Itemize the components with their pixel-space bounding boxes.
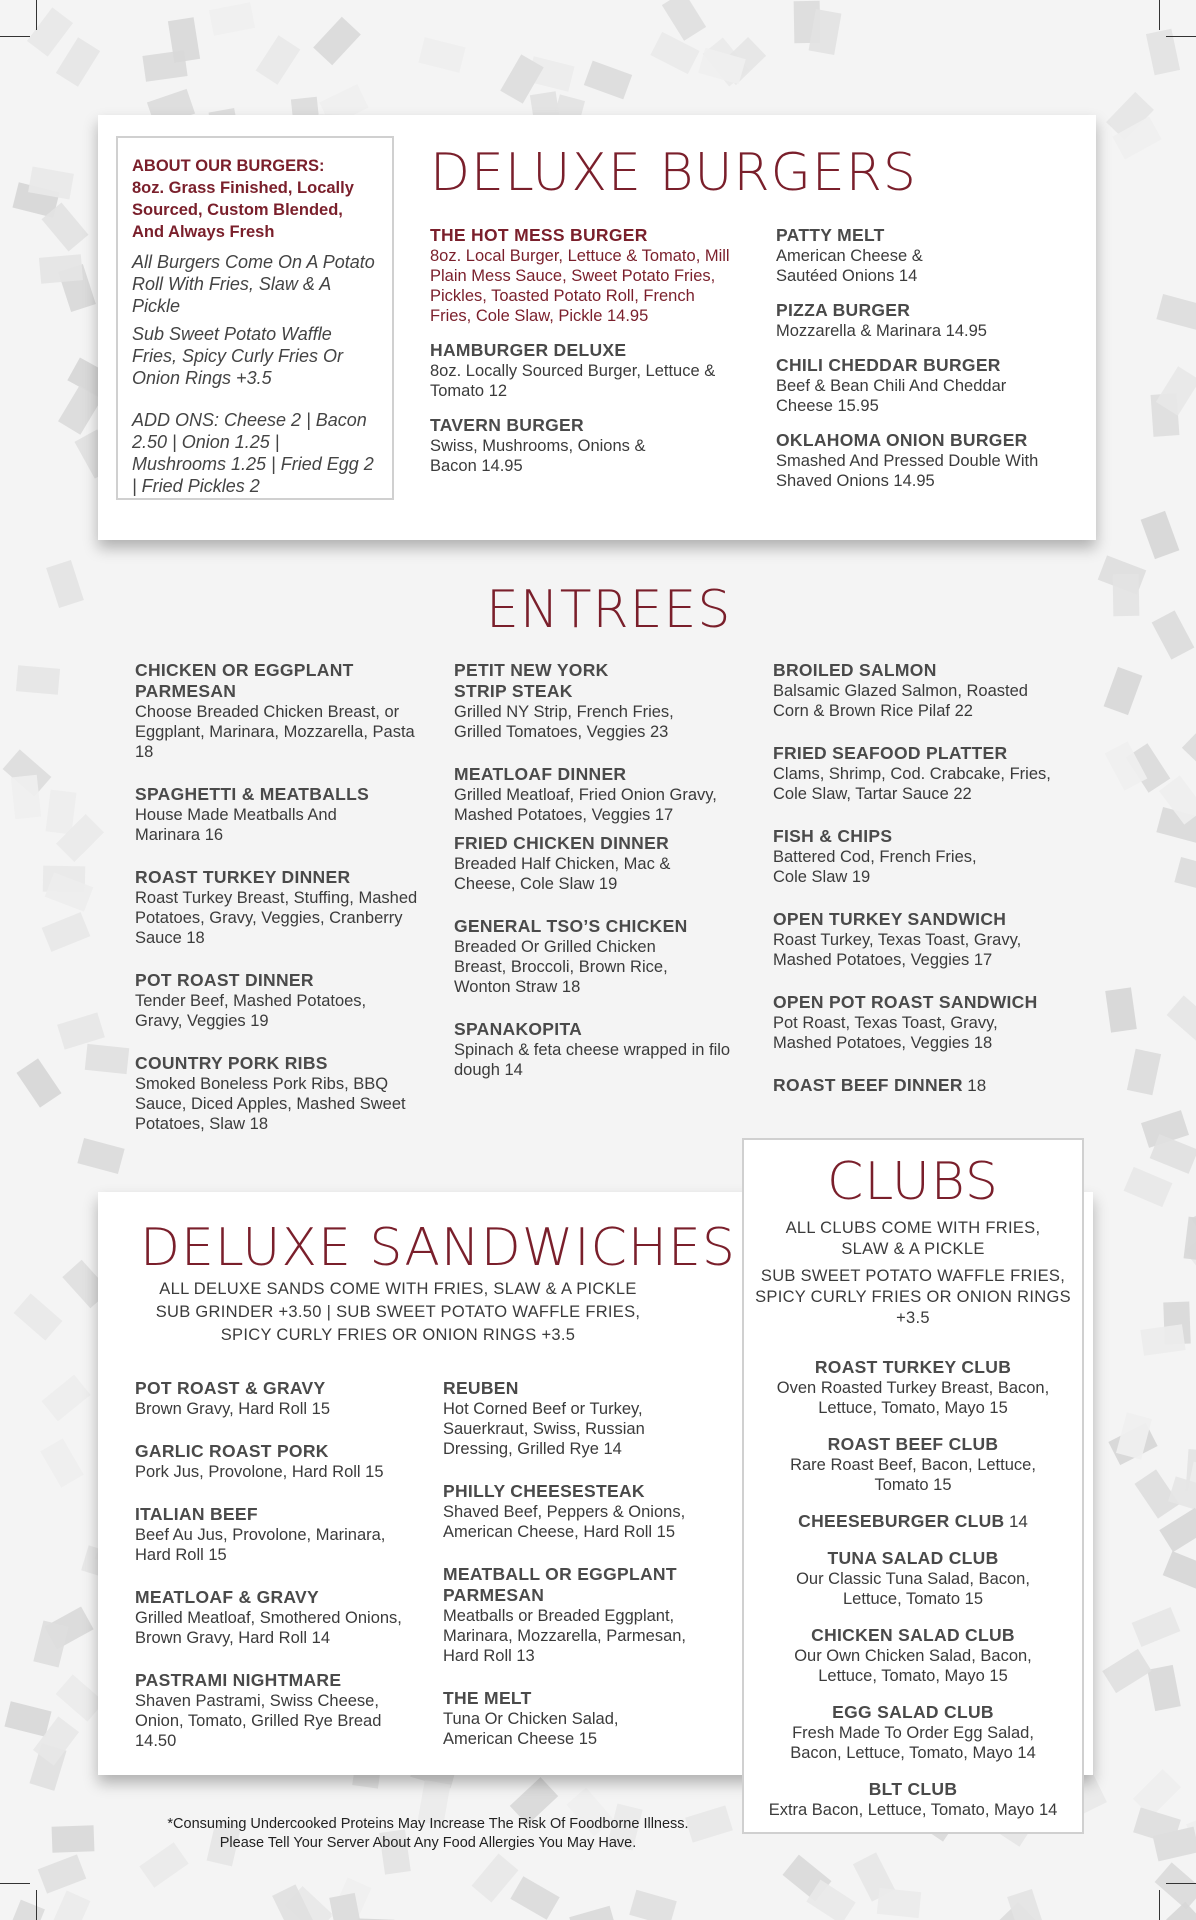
item-name: POT ROAST DINNER: [135, 970, 314, 990]
menu-item: [135, 1504, 420, 1565]
menu-item: [454, 660, 744, 742]
pattern-shard: [16, 665, 60, 695]
item-name: THE HOT MESS BURGER: [430, 225, 648, 245]
clubs-note-2: SUB SWEET POTATO WAFFLE FRIES, SPICY CURLY FRIES OR ONION RINGS +3.5: [755, 1267, 1071, 1327]
menu-item: [443, 1564, 718, 1666]
item-price: 14: [1008, 1512, 1028, 1531]
item-desc: 8oz. Local Burger, Lettuce & Tomato, Mill Plain Mess Sauce, Sweet Potato Fries, Pickles, Toasted Potato Roll, French Fries, Cole Slaw, Pickle 14.95: [430, 247, 730, 325]
disclaimer-line-1: *Consuming Undercooked Proteins May Increase The Risk Of Foodborne Illness.: [167, 1816, 689, 1832]
item-name: BLT CLUB: [868, 1779, 958, 1799]
pattern-shard: [1127, 1049, 1161, 1095]
sandwiches-title: DELUXE SANDWICHES: [140, 1218, 736, 1278]
item-name: PATTY MELT: [776, 225, 885, 245]
item-desc: Grilled Meatloaf, Smothered Onions, Brown Gravy, Hard Roll 14: [135, 1609, 402, 1647]
burgers-col-2: [776, 225, 1076, 513]
menu-item: [454, 916, 744, 997]
pattern-shard: [1132, 1607, 1181, 1647]
menu-item: [443, 1688, 718, 1749]
item-name: POT ROAST & GRAVY: [135, 1378, 326, 1398]
about-addons: ADD ONS: Cheese 2 | Bacon 2.50 | Onion 1.25 | Mushrooms 1.25 | Fried Egg 2 | Fried Pickles 2: [132, 410, 374, 496]
pattern-shard: [11, 775, 41, 819]
crop-mark: [1159, 0, 1160, 30]
menu-item: [744, 1779, 1082, 1820]
item-desc: Pot Roast, Texas Toast, Gravy, Mashed Potatoes, Veggies 18: [773, 1014, 998, 1052]
menu-item: [773, 660, 1073, 721]
item-desc: Oven Roasted Turkey Breast, Bacon, Lettuce, Tomato, Mayo 15: [776, 1379, 1050, 1417]
item-desc: Tuna Or Chicken Salad, American Cheese 15: [443, 1710, 619, 1748]
item-name: GENERAL TSO’S CHICKEN: [454, 916, 688, 936]
menu-item: [135, 784, 430, 845]
menu-item: [135, 1670, 420, 1751]
pattern-shard: [629, 1890, 677, 1920]
menu-item: [776, 430, 1076, 491]
pattern-shard: [27, 7, 73, 56]
item-desc: House Made Meatballs And Marinara 16: [135, 806, 337, 844]
pattern-shard: [168, 17, 200, 63]
item-desc: Shaven Pastrami, Swiss Cheese, Onion, Tomato, Grilled Rye Bread 14.50: [135, 1692, 382, 1750]
pattern-shard: [1184, 1216, 1196, 1261]
item-name: ROAST TURKEY CLUB: [814, 1357, 1012, 1377]
menu-item: [430, 415, 730, 476]
item-desc: Choose Breaded Chicken Breast, or Eggplant, Marinara, Mozzarella, Pasta 18: [135, 703, 415, 761]
pattern-shard: [1102, 1648, 1151, 1692]
item-name: COUNTRY PORK RIBS: [135, 1053, 328, 1073]
pattern-shard: [33, 1621, 68, 1668]
sandwiches-note-line-3: SPICY CURLY FRIES OR ONION RINGS +3.5: [220, 1326, 576, 1344]
item-desc: Grilled NY Strip, French Fries, Grilled Tomatoes, Veggies 23: [454, 703, 674, 741]
menu-item: [135, 867, 430, 948]
clubs-title: CLUBS: [827, 1152, 999, 1212]
pattern-shard: [313, 17, 361, 65]
pattern-shard: [1113, 574, 1140, 616]
item-name: MEATBALL OR EGGPLANT PARMESAN: [443, 1564, 677, 1605]
item-desc: Smoked Boneless Pork Ribs, BBQ Sauce, Diced Apples, Mashed Sweet Potatoes, Slaw 18: [135, 1075, 406, 1133]
item-desc: Breaded Half Chicken, Mac & Cheese, Cole Slaw 19: [454, 855, 671, 893]
item-name: CHILI CHEDDAR BURGER: [776, 355, 1001, 375]
pattern-shard: [1157, 294, 1196, 330]
item-desc: Brown Gravy, Hard Roll 15: [135, 1400, 331, 1418]
item-desc: Shaved Beef, Peppers & Onions, American Cheese, Hard Roll 15: [443, 1503, 686, 1541]
sandwiches-col-1: [135, 1378, 420, 1773]
pattern-shard: [1147, 1665, 1181, 1711]
menu-item: [744, 1357, 1082, 1418]
disclaimer-line-2: Please Tell Your Server About Any Food Allergies You May Have.: [219, 1835, 637, 1851]
about-subheading: 8oz. Grass Finished, Locally Sourced, Custom Blended, And Always Fresh: [132, 179, 354, 241]
about-heading: ABOUT OUR BURGERS:: [132, 157, 325, 175]
item-desc: Roast Turkey, Texas Toast, Gravy, Mashed Potatoes, Veggies 17: [773, 931, 1022, 969]
item-name: HAMBURGER DELUXE: [430, 340, 627, 360]
item-price: 18: [967, 1076, 987, 1095]
pattern-shard: [209, 2, 255, 36]
crop-mark: [0, 1883, 30, 1884]
menu-item: [430, 340, 730, 401]
crop-mark: [0, 36, 30, 37]
burgers-col-1: [430, 225, 730, 498]
item-desc: Roast Turkey Breast, Stuffing, Mashed Potatoes, Gravy, Veggies, Cranberry Sauce 18: [135, 889, 418, 947]
menu-item: [773, 992, 1073, 1053]
item-name: THE MELT: [443, 1688, 532, 1708]
item-desc: Our Own Chicken Salad, Bacon, Lettuce, Tomato, Mayo 15: [794, 1647, 1032, 1685]
menu-item: [744, 1434, 1082, 1495]
pattern-shard: [50, 1890, 91, 1920]
pattern-shard: [39, 254, 83, 284]
pattern-shard: [38, 1854, 87, 1893]
item-desc: Hot Corned Beef or Turkey, Sauerkraut, Swiss, Russian Dressing, Grilled Rye 14: [443, 1400, 645, 1458]
pattern-shard: [418, 37, 465, 72]
pattern-shard: [1167, 995, 1196, 1042]
pattern-shard: [46, 560, 84, 608]
menu-item: [135, 660, 430, 762]
item-name: MEATLOAF & GRAVY: [135, 1587, 320, 1607]
item-name: SPANAKOPITA: [454, 1019, 583, 1039]
item-desc: Fresh Made To Order Egg Salad, Bacon, Lettuce, Tomato, Mayo 14: [790, 1724, 1036, 1762]
entrees-col-3: [773, 660, 1073, 1118]
about-sub-note: Sub Sweet Potato Waffle Fries, Spicy Curly Fries Or Onion Rings +3.5: [132, 324, 344, 388]
pattern-shard: [51, 1826, 94, 1853]
pattern-shard: [1162, 1551, 1196, 1591]
item-desc: Balsamic Glazed Salmon, Roasted Corn & Brown Rice Pilaf 22: [773, 682, 1028, 720]
item-name: PIZZA BURGER: [776, 300, 911, 320]
item-desc: 8oz. Locally Sourced Burger, Lettuce & Tomato 12: [430, 362, 716, 400]
pattern-shard: [1103, 666, 1142, 714]
menu-item: [776, 355, 1076, 416]
pattern-shard: [876, 1888, 920, 1918]
pattern-shard: [78, 1138, 125, 1174]
item-desc: Meatballs or Breaded Eggplant, Marinara, Mozzarella, Parmesan, Hard Roll 13: [443, 1607, 687, 1665]
crop-mark: [1166, 36, 1196, 37]
menu-item: [773, 1075, 1073, 1096]
item-name: ROAST TURKEY DINNER: [135, 867, 351, 887]
sandwiches-note-line-1: ALL DELUXE SANDS COME WITH FRIES, SLAW & A PICKLE: [159, 1280, 637, 1298]
pattern-shard: [1116, 1412, 1152, 1459]
item-name: EGG SALAD CLUB: [832, 1702, 994, 1722]
item-desc: Battered Cod, French Fries, Cole Slaw 19: [773, 848, 977, 886]
item-desc: Mozzarella & Marinara 14.95: [776, 322, 987, 340]
item-name: ROAST BEEF DINNER: [773, 1075, 963, 1095]
pattern-shard: [1150, 1134, 1196, 1174]
pattern-shard: [56, 38, 100, 87]
item-desc: Spinach & feta cheese wrapped in filo dough 14: [454, 1041, 731, 1079]
item-name: CHICKEN OR EGGPLANT PARMESAN: [135, 660, 354, 701]
item-name: GARLIC ROAST PORK: [135, 1441, 329, 1461]
menu-item: [135, 1587, 420, 1648]
pattern-shard: [1155, 1863, 1196, 1910]
item-name: BROILED SALMON: [773, 660, 937, 680]
pattern-shard: [57, 1012, 105, 1049]
entrees-title: ENTREES: [486, 580, 732, 640]
pattern-shard: [1105, 987, 1137, 1032]
crop-mark: [36, 0, 37, 30]
item-name: FRIED SEAFOOD PLATTER: [773, 743, 1008, 763]
menu-item: [744, 1548, 1082, 1609]
clubs-list: [744, 1357, 1082, 1820]
item-name: CHEESEBURGER CLUB: [798, 1511, 1005, 1531]
item-name: OKLAHOMA ONION BURGER: [776, 430, 1028, 450]
menu-item: [744, 1702, 1082, 1763]
item-desc: Our Classic Tuna Salad, Bacon, Lettuce, Tomato 15: [796, 1570, 1030, 1608]
item-name: ITALIAN BEEF: [135, 1504, 258, 1524]
sandwiches-col-2: [443, 1378, 718, 1771]
item-desc: Tender Beef, Mashed Potatoes, Gravy, Veggies 19: [135, 992, 367, 1030]
pattern-shard: [1007, 1889, 1045, 1920]
pattern-shard: [1151, 611, 1194, 660]
crop-mark: [36, 1890, 37, 1920]
pattern-shard: [85, 1044, 129, 1074]
menu-item: [430, 225, 730, 326]
item-name: TAVERN BURGER: [430, 415, 584, 435]
burgers-card: [98, 115, 1096, 540]
pattern-shard: [44, 872, 93, 911]
crop-mark: [1159, 1890, 1160, 1920]
item-name: ROAST BEEF CLUB: [827, 1434, 999, 1454]
pattern-shard: [583, 61, 631, 100]
sandwiches-note-line-2: SUB GRINDER +3.50 | SUB SWEET POTATO WAFFLE FRIES,: [155, 1303, 641, 1321]
item-name: SPAGHETTI & MEATBALLS: [135, 784, 370, 804]
menu-item: [135, 1053, 430, 1134]
item-desc: Beef Au Jus, Provolone, Marinara, Hard Roll 15: [135, 1526, 386, 1564]
menu-item: [776, 300, 1076, 341]
pattern-shard: [510, 1876, 559, 1920]
pattern-shard: [256, 36, 301, 85]
menu-item: [443, 1481, 718, 1542]
item-name: PASTRAMI NIGHTMARE: [135, 1670, 342, 1690]
item-name: PETIT NEW YORK STRIP STEAK: [454, 660, 609, 701]
item-name: MEATLOAF DINNER: [454, 764, 627, 784]
entrees-col-1: [135, 660, 430, 1156]
menu-item: [773, 826, 1073, 887]
menu-item: [135, 970, 430, 1031]
pattern-shard: [1140, 511, 1179, 559]
menu-item: [454, 833, 744, 894]
pattern-shard: [40, 1438, 84, 1487]
about-burgers-box: [116, 136, 394, 500]
pattern-shard: [569, 1906, 617, 1920]
item-desc: Rare Roast Beef, Bacon, Lettuce, Tomato 15: [790, 1456, 1036, 1494]
pattern-shard: [4, 1701, 51, 1736]
pattern-shard: [42, 912, 91, 952]
about-roll-note: All Burgers Come On A Potato Roll With Fries, Slaw & A Pickle: [132, 252, 375, 316]
pattern-shard: [651, 32, 700, 74]
item-name: FRIED CHICKEN DINNER: [454, 833, 670, 853]
item-desc: Smashed And Pressed Double With Shaved Onions 14.95: [776, 452, 1039, 490]
item-desc: Clams, Shrimp, Cod. Crabcake, Fries, Cole Slaw, Tartar Sauce 22: [773, 765, 1051, 803]
pattern-shard: [1174, 857, 1196, 893]
menu-item: [443, 1378, 718, 1459]
pattern-shard: [1134, 1807, 1182, 1844]
entrees-col-2: [454, 660, 744, 1102]
pattern-shard: [1182, 729, 1196, 777]
item-desc: Swiss, Mushrooms, Onions & Bacon 14.95: [430, 437, 646, 475]
pattern-shard: [6, 1899, 46, 1920]
pattern-shard: [16, 1058, 61, 1107]
item-desc: Pork Jus, Provolone, Hard Roll 15: [135, 1463, 384, 1481]
menu-item: [744, 1625, 1082, 1686]
pattern-shard: [1166, 1902, 1196, 1920]
item-name: FISH & CHIPS: [773, 826, 893, 846]
item-name: TUNA SALAD CLUB: [827, 1548, 999, 1568]
menu-item: [135, 1378, 420, 1419]
pattern-shard: [13, 1293, 62, 1340]
sandwiches-note: [98, 1278, 698, 1347]
burgers-title: DELUXE BURGERS: [430, 143, 917, 203]
menu-item: [773, 909, 1073, 970]
pattern-shard: [1140, 1324, 1185, 1356]
item-name: OPEN POT ROAST SANDWICH: [773, 992, 1038, 1012]
item-desc: Grilled Meatloaf, Fried Onion Gravy, Mashed Potatoes, Veggies 17: [454, 786, 717, 824]
menu-item: [454, 764, 744, 825]
item-desc: Beef & Bean Chili And Cheddar Cheese 15.95: [776, 377, 1007, 415]
item-name: CHICKEN SALAD CLUB: [811, 1625, 1015, 1645]
menu-item: [773, 743, 1073, 804]
pattern-shard: [1123, 1167, 1172, 1207]
menu-item: [454, 1019, 744, 1080]
item-name: PHILLY CHEESESTEAK: [443, 1481, 645, 1501]
item-name: OPEN TURKEY SANDWICH: [773, 909, 1007, 929]
item-desc: Extra Bacon, Lettuce, Tomato, Mayo 14: [768, 1801, 1058, 1819]
allergy-disclaimer: [118, 1815, 738, 1853]
item-desc: American Cheese & Sautéed Onions 14: [776, 247, 923, 285]
clubs-note-1: ALL CLUBS COME WITH FRIES, SLAW & A PICKLE: [785, 1219, 1041, 1258]
pattern-shard: [41, 1375, 90, 1422]
item-name: REUBEN: [443, 1378, 519, 1398]
menu-item: [776, 225, 1076, 286]
menu-item: [135, 1441, 420, 1482]
crop-mark: [1166, 1883, 1196, 1884]
menu-item: [744, 1511, 1082, 1532]
item-desc: Breaded Or Grilled Chicken Breast, Broccoli, Brown Rice, Wonton Straw 18: [454, 938, 668, 996]
clubs-card: [742, 1138, 1084, 1834]
